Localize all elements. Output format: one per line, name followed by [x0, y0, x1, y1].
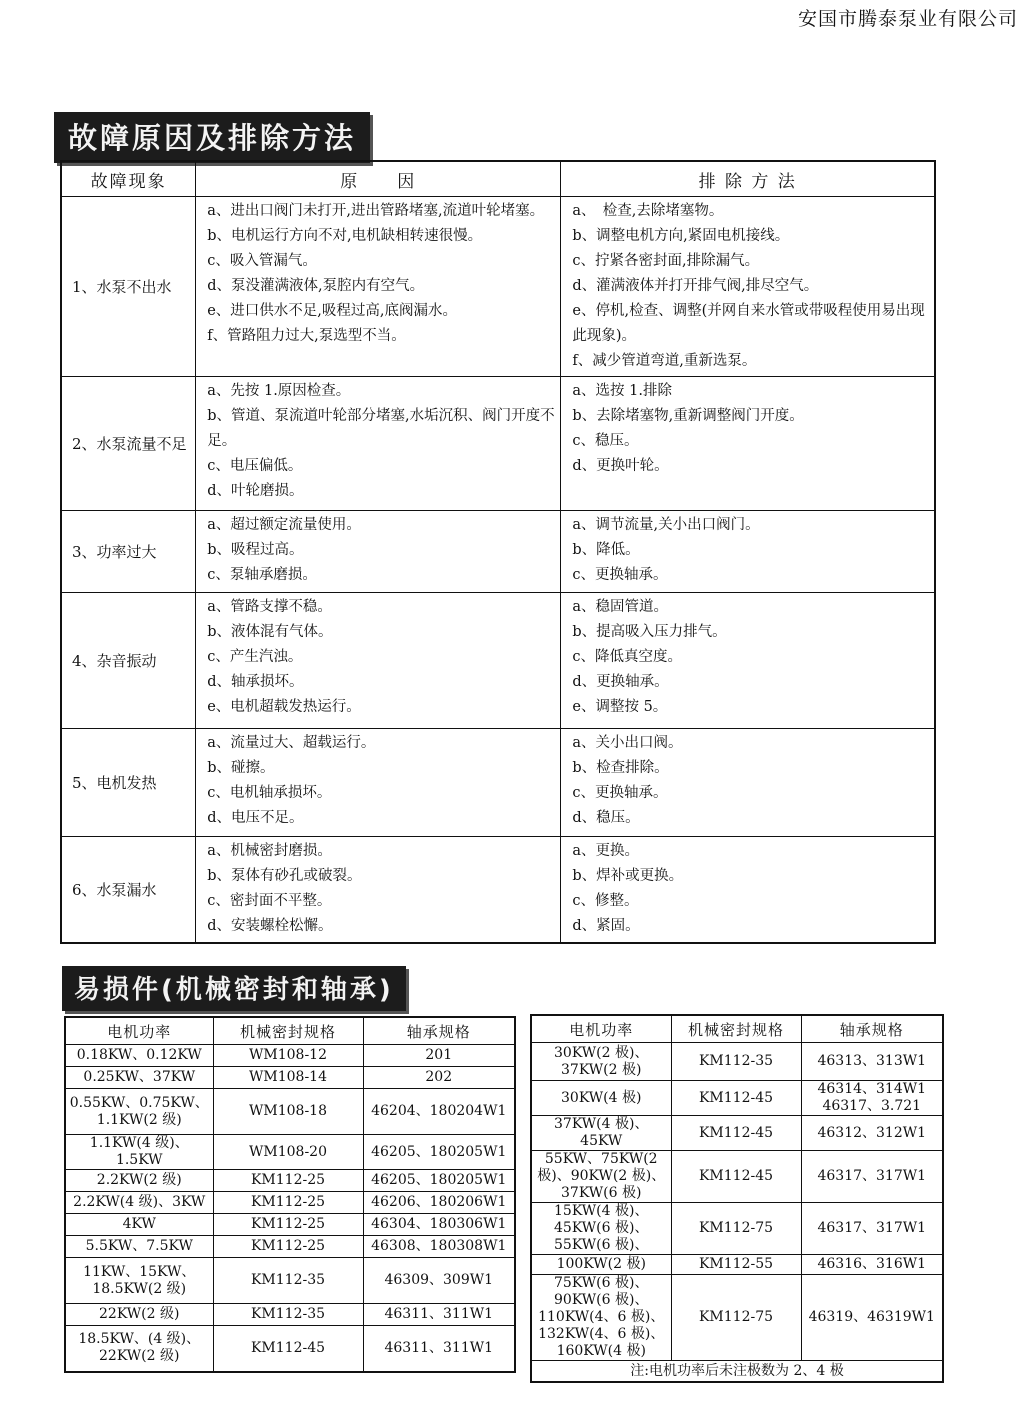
table-row: [65, 1258, 515, 1304]
remedy-item: a、稳固管道。: [572, 599, 669, 615]
header-seal: 机械密封规格: [213, 1017, 363, 1045]
parts-seal-cell: KM112-35: [671, 1043, 801, 1081]
parts-power-cell: 15KW(4 极)、45KW(6 极)、55KW(6 极)、: [531, 1203, 671, 1255]
table-row: [65, 1045, 515, 1067]
parts-power-cell: 11KW、15KW、18.5KW(2 级): [65, 1258, 213, 1304]
table-row: [65, 1067, 515, 1089]
cause-item: c、电压偏低。: [207, 458, 303, 474]
header-power: 电机功率: [65, 1017, 213, 1045]
cause-item: c、泵轴承磨损。: [207, 567, 317, 583]
fault-table-header: [61, 161, 935, 197]
remedy-item: e、停机,检查、调整(并网自来水管或带吸程使用易出现此现象)。: [572, 303, 925, 344]
table-row: [65, 1326, 515, 1372]
parts-seal-cell: KM112-25: [213, 1170, 363, 1192]
header-power: 电机功率: [531, 1015, 671, 1043]
fault-symptom: 3、功率过大: [61, 511, 196, 593]
table-row: [65, 1089, 515, 1135]
fault-causes: [196, 837, 561, 943]
parts-bearing-cell: 46311、311W1: [363, 1304, 515, 1326]
parts-bearing-cell: 46308、180308W1: [363, 1236, 515, 1258]
header-cause: 原 因: [196, 161, 561, 197]
cause-item: c、电机轴承损坏。: [207, 785, 332, 801]
fault-causes: [196, 377, 561, 511]
remedy-item: e、调整按 5。: [572, 699, 668, 715]
header-bearing: 轴承规格: [801, 1015, 943, 1043]
parts-power-cell: 0.25KW、37KW: [65, 1067, 213, 1089]
fault-causes: [196, 197, 561, 377]
parts-bearing-cell: 46319、46319W1: [801, 1275, 943, 1361]
fault-symptom: 4、杂音振动: [61, 593, 196, 729]
parts-table-right: [530, 1014, 944, 1383]
parts-bearing-cell: 46309、309W1: [363, 1258, 515, 1304]
fault-symptom: 2、水泵流量不足: [61, 377, 196, 511]
parts-power-cell: 37KW(4 极)、45KW: [531, 1116, 671, 1151]
parts-power-cell: 100KW(2 极): [531, 1255, 671, 1275]
cause-item: a、先按 1.原因检查。: [207, 383, 351, 399]
table-row: [65, 1304, 515, 1326]
parts-bearing-cell: 202: [363, 1067, 515, 1089]
cause-item: d、叶轮磨损。: [207, 483, 304, 499]
header-remedy: 排 除 方 法: [561, 161, 935, 197]
cause-item: f、管路阻力过大,泵选型不当。: [207, 328, 406, 344]
remedy-item: c、降低真空度。: [572, 649, 682, 665]
table-row: [65, 1236, 515, 1258]
parts-seal-cell: KM112-45: [671, 1151, 801, 1203]
cause-item: b、泵体有砂孔或破裂。: [207, 868, 362, 884]
parts-note-row: [531, 1361, 943, 1383]
fault-remedies: [561, 837, 935, 943]
table-row: [65, 1135, 515, 1170]
table-row: [531, 1255, 943, 1275]
parts-seal-cell: KM112-45: [671, 1116, 801, 1151]
table-row: [531, 1151, 943, 1203]
parts-power-cell: 1.1KW(4 级)、1.5KW: [65, 1135, 213, 1170]
cause-item: b、吸程过高。: [207, 542, 304, 558]
table-row: [531, 1275, 943, 1361]
parts-bearing-cell: 46317、317W1: [801, 1203, 943, 1255]
parts-bearing-cell: 46206、180206W1: [363, 1192, 515, 1214]
header-bearing: 轴承规格: [363, 1017, 515, 1045]
cause-item: a、管路支撑不稳。: [207, 599, 332, 615]
remedy-item: b、降低。: [572, 542, 640, 558]
table-row: [61, 729, 935, 837]
parts-bearing-cell: 46205、180205W1: [363, 1135, 515, 1170]
parts-seal-cell: WM108-14: [213, 1067, 363, 1089]
cause-item: a、超过额定流量使用。: [207, 517, 361, 533]
remedy-item: b、去除堵塞物,重新调整阀门开度。: [572, 408, 804, 424]
remedy-item: f、减少管道弯道,重新选泵。: [572, 353, 757, 369]
fault-causes: [196, 511, 561, 593]
parts-section-title: 易损件(机械密封和轴承): [62, 966, 406, 1011]
table-row: [65, 1170, 515, 1192]
fault-section-title: 故障原因及排除方法: [54, 112, 370, 163]
parts-seal-cell: WM108-18: [213, 1089, 363, 1135]
parts-power-cell: 5.5KW、7.5KW: [65, 1236, 213, 1258]
parts-table-left: [64, 1016, 516, 1373]
cause-item: e、进口供水不足,吸程过高,底阀漏水。: [207, 303, 458, 319]
parts-seal-cell: KM112-75: [671, 1275, 801, 1361]
parts-power-cell: 30KW(2 极)、37KW(2 极): [531, 1043, 671, 1081]
parts-seal-cell: KM112-45: [671, 1081, 801, 1116]
parts-seal-cell: KM112-55: [671, 1255, 801, 1275]
parts-seal-cell: KM112-25: [213, 1192, 363, 1214]
fault-symptom: 5、电机发热: [61, 729, 196, 837]
table-row: [61, 197, 935, 377]
parts-bearing-cell: 46314、314W1 46317、3.721: [801, 1081, 943, 1116]
remedy-item: d、灌满液体并打开排气阀,排尽空气。: [572, 278, 819, 294]
cause-item: c、吸入管漏气。: [207, 253, 317, 269]
remedy-item: b、焊补或更换。: [572, 868, 684, 884]
cause-item: a、进出口阀门未打开,进出管路堵塞,流道叶轮堵塞。: [207, 203, 545, 219]
remedy-item: c、更换轴承。: [572, 785, 668, 801]
parts-bearing-cell: 201: [363, 1045, 515, 1067]
remedy-item: d、紧固。: [572, 918, 640, 934]
remedy-item: a、 检查,去除堵塞物。: [572, 203, 724, 219]
fault-causes: [196, 593, 561, 729]
parts-seal-cell: KM112-35: [213, 1304, 363, 1326]
fault-remedies: [561, 197, 935, 377]
parts-bearing-cell: 46311、311W1: [363, 1326, 515, 1372]
table-row: [61, 377, 935, 511]
remedy-item: b、提高吸入压力排气。: [572, 624, 727, 640]
parts-note: 注:电机功率后未注极数为 2、4 极: [531, 1361, 943, 1383]
parts-seal-cell: KM112-25: [213, 1236, 363, 1258]
remedy-item: a、选按 1.排除: [572, 383, 672, 399]
cause-item: a、机械密封磨损。: [207, 843, 332, 859]
parts-seal-cell: KM112-25: [213, 1214, 363, 1236]
table-row: [531, 1043, 943, 1081]
parts-power-cell: 18.5KW、(4 级)、22KW(2 级): [65, 1326, 213, 1372]
parts-seal-cell: KM112-75: [671, 1203, 801, 1255]
parts-bearing-cell: 46316、316W1: [801, 1255, 943, 1275]
table-row: [61, 511, 935, 593]
remedy-item: a、调节流量,关小出口阀门。: [572, 517, 760, 533]
parts-bearing-cell: 46205、180205W1: [363, 1170, 515, 1192]
remedy-item: c、稳压。: [572, 433, 639, 449]
remedy-item: c、拧紧各密封面,排除漏气。: [572, 253, 760, 269]
parts-power-cell: 4KW: [65, 1214, 213, 1236]
table-row: [531, 1203, 943, 1255]
remedy-item: b、检查排除。: [572, 760, 669, 776]
cause-item: d、电压不足。: [207, 810, 304, 826]
header-symptom: 故障现象: [61, 161, 196, 197]
parts-bearing-cell: 46313、313W1: [801, 1043, 943, 1081]
company-name: 安国市腾泰泵业有限公司: [797, 8, 1018, 30]
parts-power-cell: 2.2KW(4 级)、3KW: [65, 1192, 213, 1214]
parts-power-cell: 22KW(2 级): [65, 1304, 213, 1326]
fault-remedies: [561, 729, 935, 837]
fault-remedies: [561, 593, 935, 729]
fault-remedies: [561, 511, 935, 593]
cause-item: a、流量过大、超载运行。: [207, 735, 376, 751]
fault-table: [60, 160, 936, 944]
parts-power-cell: 55KW、75KW(2 极)、90KW(2 极)、37KW(6 极): [531, 1151, 671, 1203]
parts-seal-cell: WM108-20: [213, 1135, 363, 1170]
table-row: [65, 1214, 515, 1236]
parts-power-cell: 30KW(4 极): [531, 1081, 671, 1116]
cause-item: d、泵没灌满液体,泵腔内有空气。: [207, 278, 425, 294]
parts-seal-cell: WM108-12: [213, 1045, 363, 1067]
parts-right-header: [531, 1015, 943, 1043]
parts-bearing-cell: 46304、180306W1: [363, 1214, 515, 1236]
parts-power-cell: 2.2KW(2 级): [65, 1170, 213, 1192]
fault-symptom: 6、水泵漏水: [61, 837, 196, 943]
remedy-item: a、更换。: [572, 843, 640, 859]
table-row: [61, 593, 935, 729]
cause-item: b、电机运行方向不对,电机缺相转速很慢。: [207, 228, 483, 244]
cause-item: c、密封面不平整。: [207, 893, 332, 909]
remedy-item: d、更换叶轮。: [572, 458, 669, 474]
parts-power-cell: 0.18KW、0.12KW: [65, 1045, 213, 1067]
cause-item: d、安装螺栓松懈。: [207, 918, 333, 934]
cause-item: b、管道、泵流道叶轮部分堵塞,水垢沉积、阀门开度不足。: [207, 408, 555, 449]
remedy-item: c、修整。: [572, 893, 639, 909]
table-row: [61, 837, 935, 943]
cause-item: d、轴承损坏。: [207, 674, 304, 690]
parts-power-cell: 0.55KW、0.75KW、1.1KW(2 级): [65, 1089, 213, 1135]
fault-causes: [196, 729, 561, 837]
fault-remedies: [561, 377, 935, 511]
table-row: [65, 1192, 515, 1214]
remedy-item: b、调整电机方向,紧固电机接线。: [572, 228, 790, 244]
cause-item: e、电机超载发热运行。: [207, 699, 361, 715]
parts-seal-cell: KM112-35: [213, 1258, 363, 1304]
parts-seal-cell: KM112-45: [213, 1326, 363, 1372]
cause-item: b、液体混有气体。: [207, 624, 333, 640]
remedy-item: d、更换轴承。: [572, 674, 669, 690]
parts-bearing-cell: 46317、317W1: [801, 1151, 943, 1203]
remedy-item: c、更换轴承。: [572, 567, 668, 583]
remedy-item: d、稳压。: [572, 810, 640, 826]
table-row: [531, 1116, 943, 1151]
fault-symptom: 1、水泵不出水: [61, 197, 196, 377]
table-row: [531, 1081, 943, 1116]
parts-bearing-cell: 46312、312W1: [801, 1116, 943, 1151]
header-seal: 机械密封规格: [671, 1015, 801, 1043]
parts-bearing-cell: 46204、180204W1: [363, 1089, 515, 1135]
parts-left-header: [65, 1017, 515, 1045]
cause-item: b、碰擦。: [207, 760, 275, 776]
remedy-item: a、关小出口阀。: [572, 735, 683, 751]
parts-power-cell: 75KW(6 极)、90KW(6 极)、110KW(4、6 极)、132KW(4、6 极)、160KW(4 极): [531, 1275, 671, 1361]
cause-item: c、产生汽浊。: [207, 649, 303, 665]
